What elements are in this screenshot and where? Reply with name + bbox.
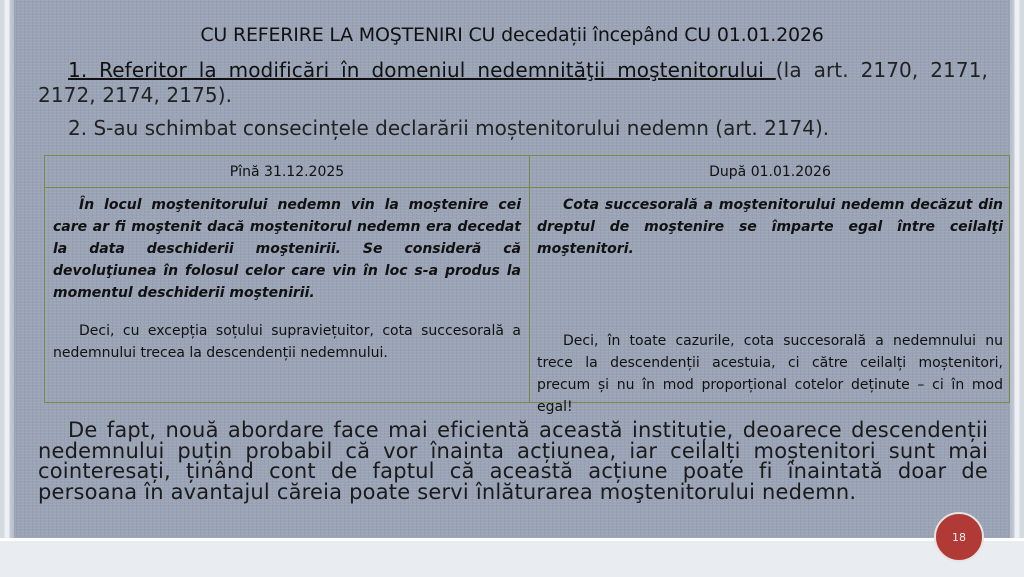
point-1-articles: (la art. 2170, 2171, 2172, 2174, 2175).	[38, 58, 988, 107]
cell-before-rule: În locul moştenitorului nedemn vin la moştenire cei care ar fi moştenit dacă moştenitorul nedemn era decedat la data deschiderii moştenirii. Se consideră că devoluţiunea în folosul celor care vin în loc s-a produs la momentul deschiderii moştenirii.	[53, 197, 521, 301]
cell-after-note: Deci, în toate cazurile, cota succesorală a nedemnului nu trece la descendenții acestuia, ci către ceilalți moștenitori, precum și nu în mod proporțional cotelor deținute – ci în mod egal!	[537, 333, 1003, 415]
table-column-divider	[529, 156, 530, 402]
point-2: 2. S-au schimbat consecințele declarării moștenitorului nedemn (art. 2174).	[68, 116, 830, 140]
cell-before	[53, 194, 521, 364]
conclusion-paragraph: De fapt, nouă abordare face mai eficientă această instituție, deoarece descendenții nedemnului puțin probabil că vor înainta acțiunea, iar ceilalți moștenitori sunt mai cointeresați, ținând cont de faptul că această acțiune poate fi înaintată doar de persoana în avantajul căreia poate servi înlăturarea moştenitorului nedemn.	[38, 418, 988, 504]
header-after: După 01.01.2026	[709, 163, 831, 180]
comparison-table	[44, 155, 1010, 415]
page-number-badge: 18	[934, 512, 984, 562]
point-1	[38, 58, 988, 108]
cell-after	[537, 194, 1003, 418]
right-border-decoration	[1010, 0, 1024, 574]
left-border-decoration	[0, 0, 14, 574]
point-1-heading: 1. Referitor la modificări în domeniul nedemnităţii moştenitorului	[68, 58, 776, 82]
cell-after-rule: Cota succesorală a moştenitorului nedemn decăzut din dreptul de moştenire se împarte egal între ceilalţi moştenitori.	[537, 197, 1003, 257]
header-before: Pînă 31.12.2025	[229, 163, 345, 180]
bottom-band	[0, 538, 1024, 577]
slide-title: CU REFERIRE LA MOŞTENIRI CU decedații începând CU 01.01.2026	[200, 24, 824, 46]
cell-before-note: Deci, cu excepția soțului supraviețuitor, cota succesorală a nedemnului trecea la descendenții nedemnului.	[53, 323, 521, 361]
